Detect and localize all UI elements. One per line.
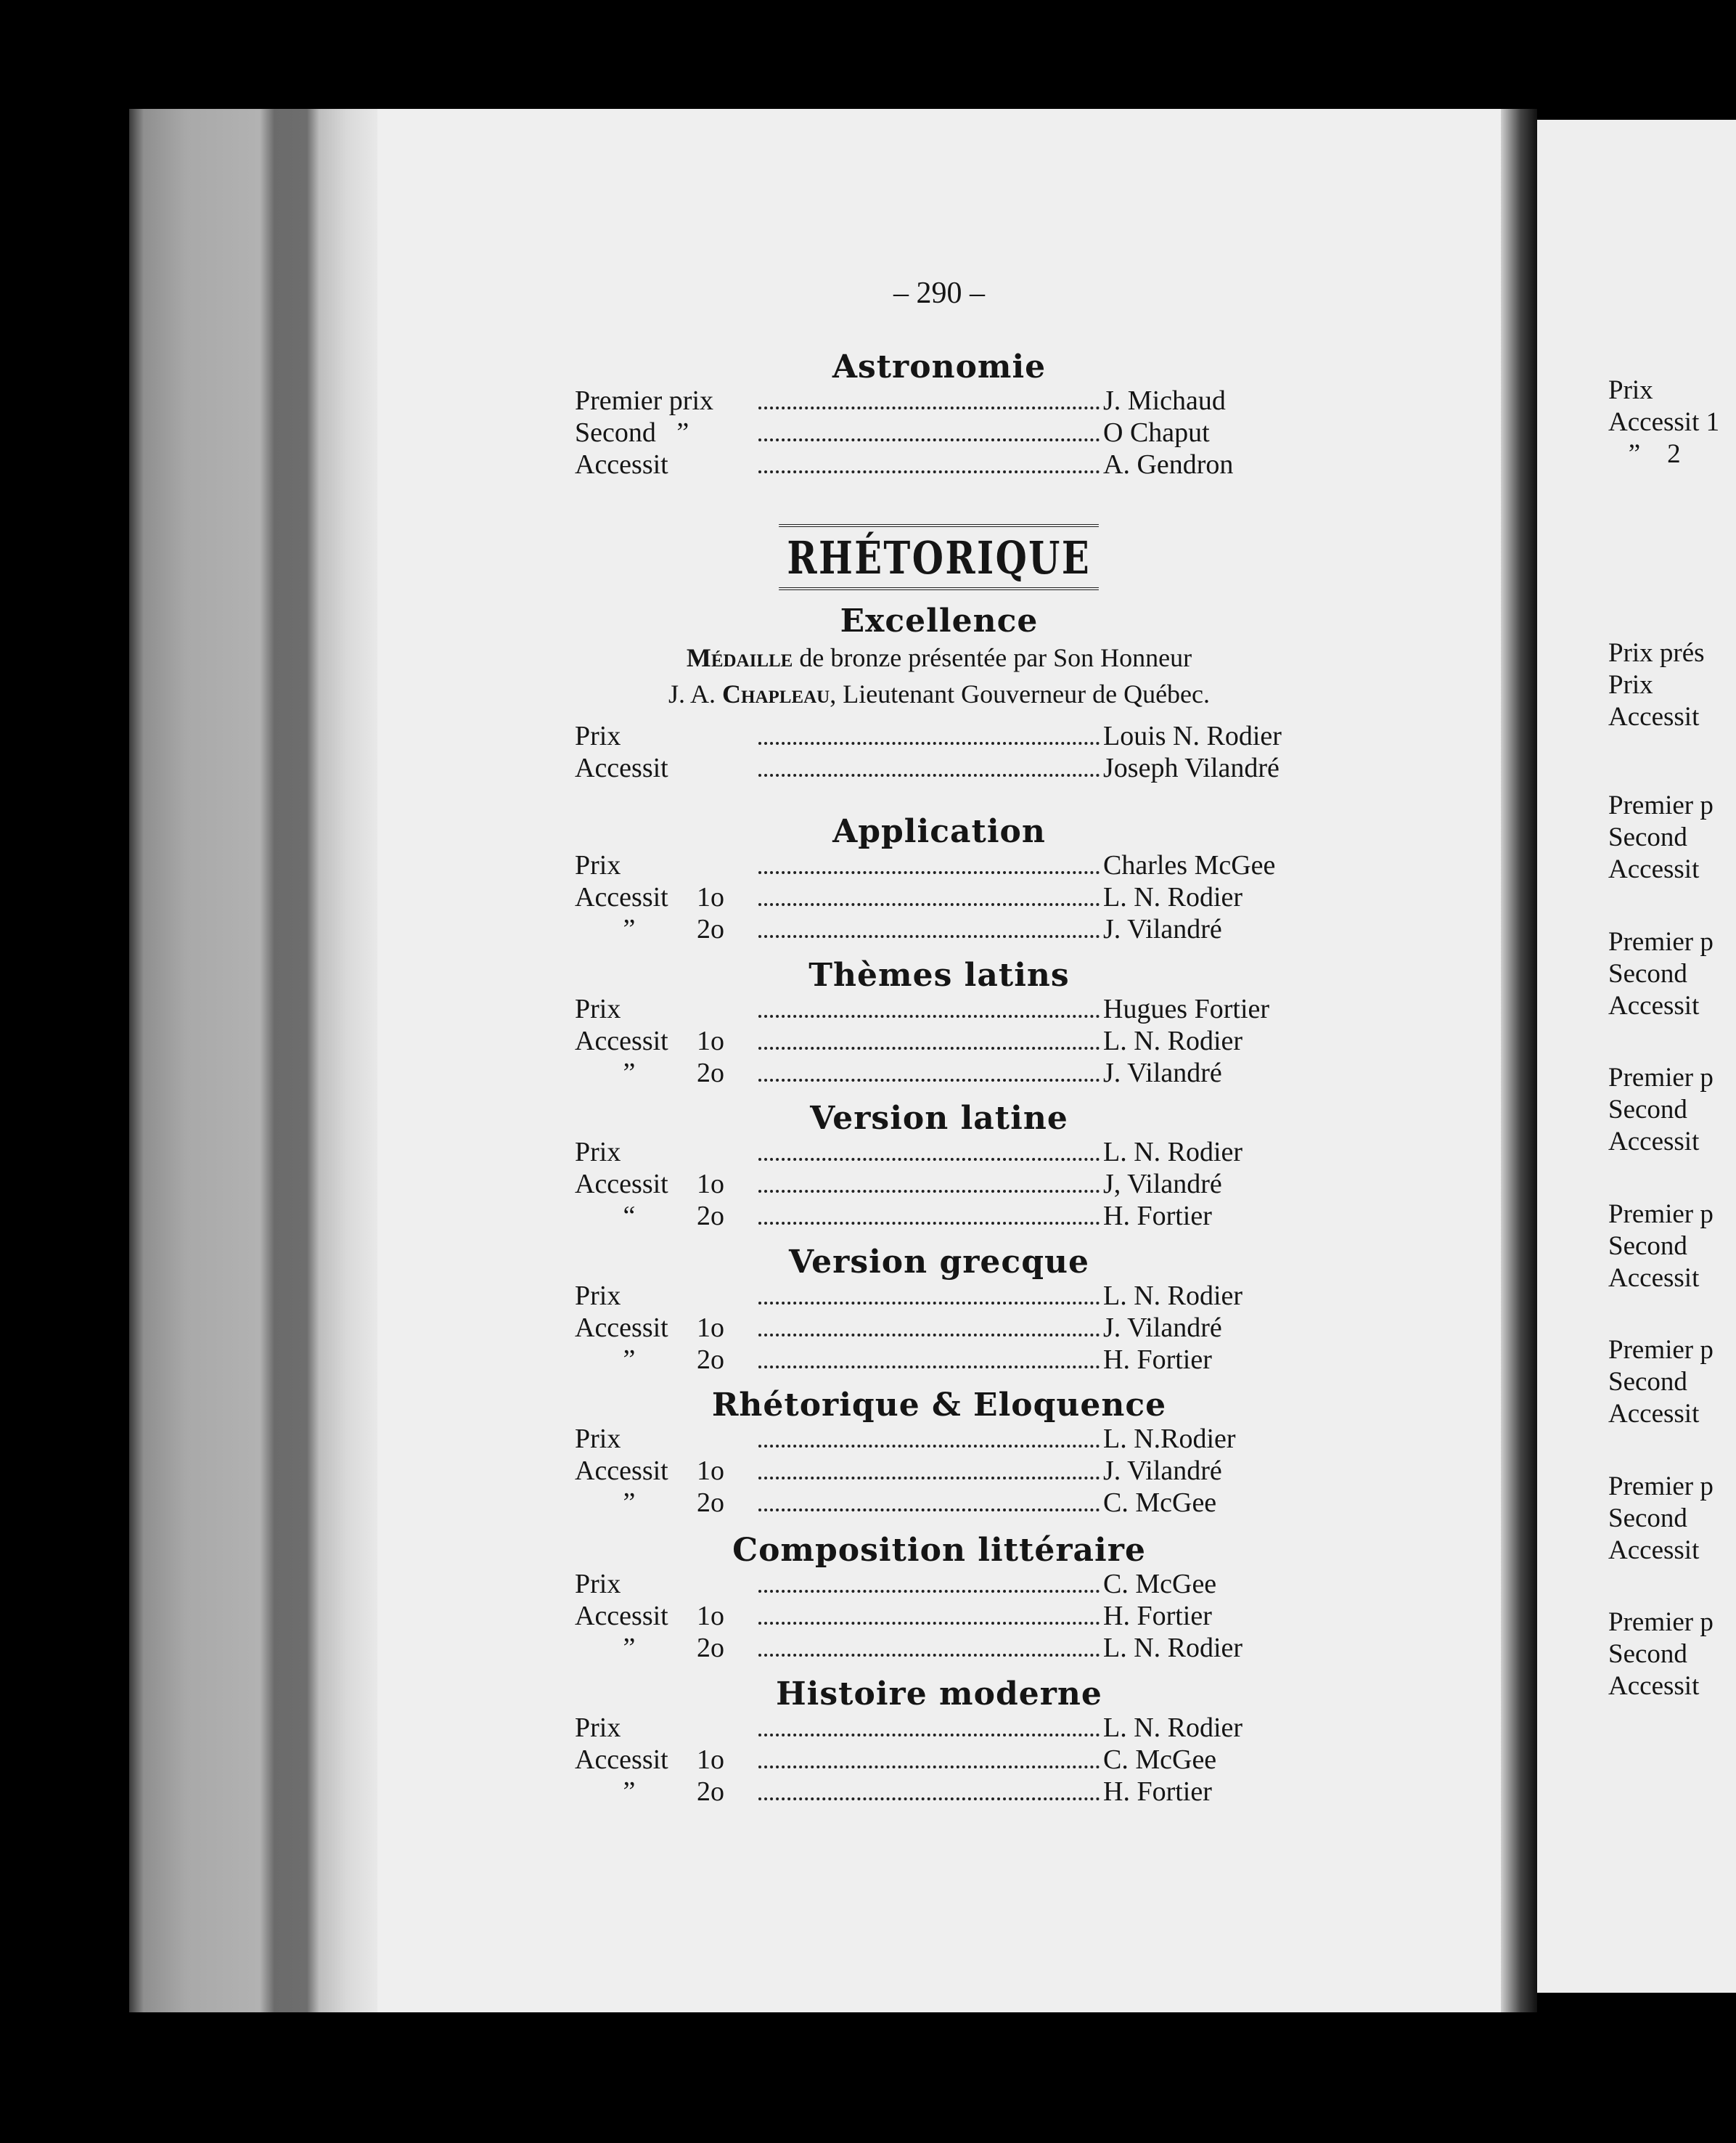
leader-dots [758, 1222, 1100, 1225]
winner-name: J. Vilandré [1103, 1313, 1222, 1343]
section-heading: Version latine [810, 1100, 1068, 1137]
medal-note-smallcaps: Médaille [686, 643, 793, 672]
winner-name: H. Fortier [1103, 1344, 1212, 1375]
prize-row [377, 1280, 1501, 1312]
section-heading: Histoire moderne [776, 1675, 1102, 1713]
prize-label: Prix [575, 1569, 621, 1599]
winner-name: H. Fortier [1103, 1201, 1212, 1231]
prize-row [377, 1344, 1501, 1376]
winner-name: L. N. Rodier [1103, 1281, 1243, 1311]
book-page-edges [129, 109, 377, 2012]
leader-dots [758, 1015, 1100, 1018]
facing-page-line: Second [1608, 1095, 1687, 1124]
prize-row [377, 913, 1501, 945]
winner-name: L. N. Rodier [1103, 1713, 1243, 1743]
section-heading: Application [832, 813, 1046, 850]
winner-name: J. Vilandré [1103, 914, 1222, 944]
facing-page-line: Prix [1608, 670, 1653, 700]
prize-row [377, 881, 1501, 913]
medal-note-prefix: J. A. [668, 679, 722, 709]
winner-name: H. Fortier [1103, 1776, 1212, 1807]
facing-page-line: Accessit [1608, 1127, 1700, 1156]
winner-name: Louis N. Rodier [1103, 721, 1282, 751]
prize-label: ” [575, 1487, 636, 1518]
prize-label: Accessit [575, 753, 668, 783]
prize-row [377, 993, 1501, 1025]
facing-page-line: Accessit [1608, 1671, 1700, 1701]
prize-row [377, 1712, 1501, 1744]
prize-row [377, 1487, 1501, 1519]
facing-page [1537, 120, 1736, 1993]
prize-ordinal: 2o [697, 1487, 724, 1518]
facing-page-line: Accessit [1608, 854, 1700, 884]
winner-name: L. N. Rodier [1103, 1137, 1243, 1167]
winner-name: J. Vilandré [1103, 1456, 1222, 1486]
winner-name: Joseph Vilandré [1103, 753, 1280, 783]
prize-row [377, 1312, 1501, 1344]
leader-dots [758, 1079, 1100, 1082]
facing-page-line: Accessit [1608, 1399, 1700, 1429]
book-gutter [1501, 109, 1537, 2012]
facing-page-line: Premier p [1608, 1063, 1714, 1093]
prize-label: ” [575, 1058, 636, 1088]
section-heading: Rhétorique & Eloquence [711, 1387, 1167, 1424]
prize-label: Prix [575, 721, 621, 751]
page-290 [377, 109, 1501, 2012]
facing-page-line: Premier p [1608, 1199, 1714, 1229]
facing-page-line: Accessit [1608, 991, 1700, 1021]
prize-ordinal: 2o [697, 1776, 724, 1807]
prize-ordinal: 1o [697, 882, 724, 913]
prize-ordinal: 2o [697, 1058, 724, 1088]
prize-ordinal: 1o [697, 1601, 724, 1631]
leader-dots [758, 470, 1100, 473]
prize-ordinal: 1o [697, 1313, 724, 1343]
prize-label: Prix [575, 1424, 621, 1454]
winner-name: Hugues Fortier [1103, 994, 1270, 1024]
facing-page-line: Second [1608, 1367, 1687, 1397]
prize-row [377, 449, 1501, 481]
prize-row [377, 1025, 1501, 1057]
prize-label: Prix [575, 850, 621, 881]
prize-row [377, 720, 1501, 752]
prize-row [377, 1776, 1501, 1808]
facing-page-line: Second [1608, 822, 1687, 852]
medal-note-line-1 [377, 642, 1501, 673]
leader-dots [758, 1622, 1100, 1625]
prize-row [377, 1568, 1501, 1600]
winner-name: Charles McGee [1103, 850, 1276, 881]
facing-page-line: Prix [1608, 375, 1653, 405]
prize-ordinal: 2o [697, 1633, 724, 1663]
leader-dots [758, 742, 1100, 745]
prize-row [377, 1200, 1501, 1232]
facing-page-line: Accessit 1 [1608, 407, 1720, 437]
winner-name: C. McGee [1103, 1487, 1217, 1518]
prize-label: Accessit [575, 449, 668, 480]
winner-name: L. N. Rodier [1103, 1026, 1243, 1056]
prize-label: Prix [575, 994, 621, 1024]
prize-label: Second ” [575, 417, 689, 448]
section-heading: Thèmes latins [808, 957, 1070, 994]
leader-dots [758, 1797, 1100, 1800]
prize-label: ” [575, 914, 636, 944]
facing-page-line: Second [1608, 1503, 1687, 1533]
prize-ordinal: 2o [697, 1344, 724, 1375]
prize-row [377, 1057, 1501, 1089]
winner-name: A. Gendron [1103, 449, 1234, 480]
prize-row [377, 1455, 1501, 1487]
prize-ordinal: 1o [697, 1169, 724, 1199]
prize-label: ” [575, 1344, 636, 1375]
division-title [377, 524, 1501, 590]
prize-label: ” [575, 1633, 636, 1663]
prize-ordinal: 2o [697, 914, 724, 944]
page-number: – 290 – [893, 277, 985, 310]
division-title-text: RHÉTORIQUE [779, 524, 1099, 590]
winner-name: H. Fortier [1103, 1601, 1212, 1631]
prize-row [377, 1600, 1501, 1632]
prize-row [377, 385, 1501, 417]
facing-page-line: Accessit [1608, 702, 1700, 732]
leader-dots [758, 1366, 1100, 1368]
prize-label: Premier prix [575, 385, 714, 416]
prize-row [377, 1744, 1501, 1776]
prize-row [377, 1423, 1501, 1455]
prize-label: “ [575, 1201, 636, 1231]
leader-dots [758, 1734, 1100, 1736]
leader-dots [758, 438, 1100, 441]
facing-page-line: Second [1608, 1231, 1687, 1261]
winner-name: L. N. Rodier [1103, 882, 1243, 913]
medal-note-text: , Lieutenant Gouverneur de Québec. [830, 679, 1211, 709]
leader-dots [758, 1302, 1100, 1305]
prize-label: Accessit [575, 1601, 668, 1631]
prize-label: Accessit [575, 1169, 668, 1199]
leader-dots [758, 1047, 1100, 1050]
winner-name: J, Vilandré [1103, 1169, 1222, 1199]
winner-name: J. Michaud [1103, 385, 1226, 416]
section-heading: Composition littéraire [732, 1532, 1146, 1569]
prize-ordinal: 2o [697, 1201, 724, 1231]
prize-label: Prix [575, 1281, 621, 1311]
medal-note-text: de bronze présentée par Son Honneur [793, 643, 1192, 672]
winner-name: J. Vilandré [1103, 1058, 1222, 1088]
leader-dots [758, 1477, 1100, 1479]
prize-label: Accessit [575, 882, 668, 913]
section-heading-astronomie: Astronomie [832, 348, 1047, 385]
leader-dots [758, 871, 1100, 874]
winner-name: C. McGee [1103, 1569, 1217, 1599]
winner-name: O Chaput [1103, 417, 1210, 448]
prize-label: Accessit [575, 1026, 668, 1056]
prize-row [377, 849, 1501, 881]
prize-row [377, 417, 1501, 449]
leader-dots [758, 774, 1100, 777]
prize-row [377, 752, 1501, 784]
leader-dots [758, 1590, 1100, 1593]
winner-name: C. McGee [1103, 1744, 1217, 1775]
leader-dots [758, 935, 1100, 938]
facing-page-line: Premier p [1608, 1335, 1714, 1365]
facing-page-line: Premier p [1608, 927, 1714, 957]
leader-dots [758, 1190, 1100, 1193]
prize-label: Accessit [575, 1744, 668, 1775]
prize-row [377, 1168, 1501, 1200]
facing-page-line: Premier p [1608, 791, 1714, 820]
leader-dots [758, 1654, 1100, 1657]
facing-page-line: Accessit [1608, 1263, 1700, 1293]
winner-name: L. N. Rodier [1103, 1633, 1243, 1663]
medal-note-line-2 [377, 679, 1501, 709]
leader-dots [758, 1445, 1100, 1448]
prize-label: ” [575, 1776, 636, 1807]
section-heading: Version grecque [789, 1244, 1089, 1281]
leader-dots [758, 903, 1100, 906]
facing-page-line: Second [1608, 1639, 1687, 1669]
prize-ordinal: 1o [697, 1026, 724, 1056]
prize-label: Accessit [575, 1313, 668, 1343]
prize-label: Prix [575, 1137, 621, 1167]
prize-label: Prix [575, 1713, 621, 1743]
prize-ordinal: 1o [697, 1456, 724, 1486]
leader-dots [758, 1334, 1100, 1336]
prize-label: Accessit [575, 1456, 668, 1486]
facing-page-line: Accessit [1608, 1535, 1700, 1565]
prize-ordinal: 1o [697, 1744, 724, 1775]
facing-page-line: Premier p [1608, 1607, 1714, 1637]
leader-dots [758, 1158, 1100, 1161]
leader-dots [758, 407, 1100, 409]
medal-donor-name: Chapleau [722, 679, 830, 709]
leader-dots [758, 1766, 1100, 1768]
prize-row [377, 1632, 1501, 1664]
section-heading-excellence: Excellence [840, 603, 1039, 640]
winner-name: L. N.Rodier [1103, 1424, 1236, 1454]
prize-row [377, 1136, 1501, 1168]
facing-page-line: Second [1608, 959, 1687, 989]
facing-page-line: Prix prés [1608, 638, 1705, 668]
leader-dots [758, 1509, 1100, 1511]
facing-page-line: ” 2 [1608, 439, 1681, 469]
facing-page-line: Premier p [1608, 1471, 1714, 1501]
